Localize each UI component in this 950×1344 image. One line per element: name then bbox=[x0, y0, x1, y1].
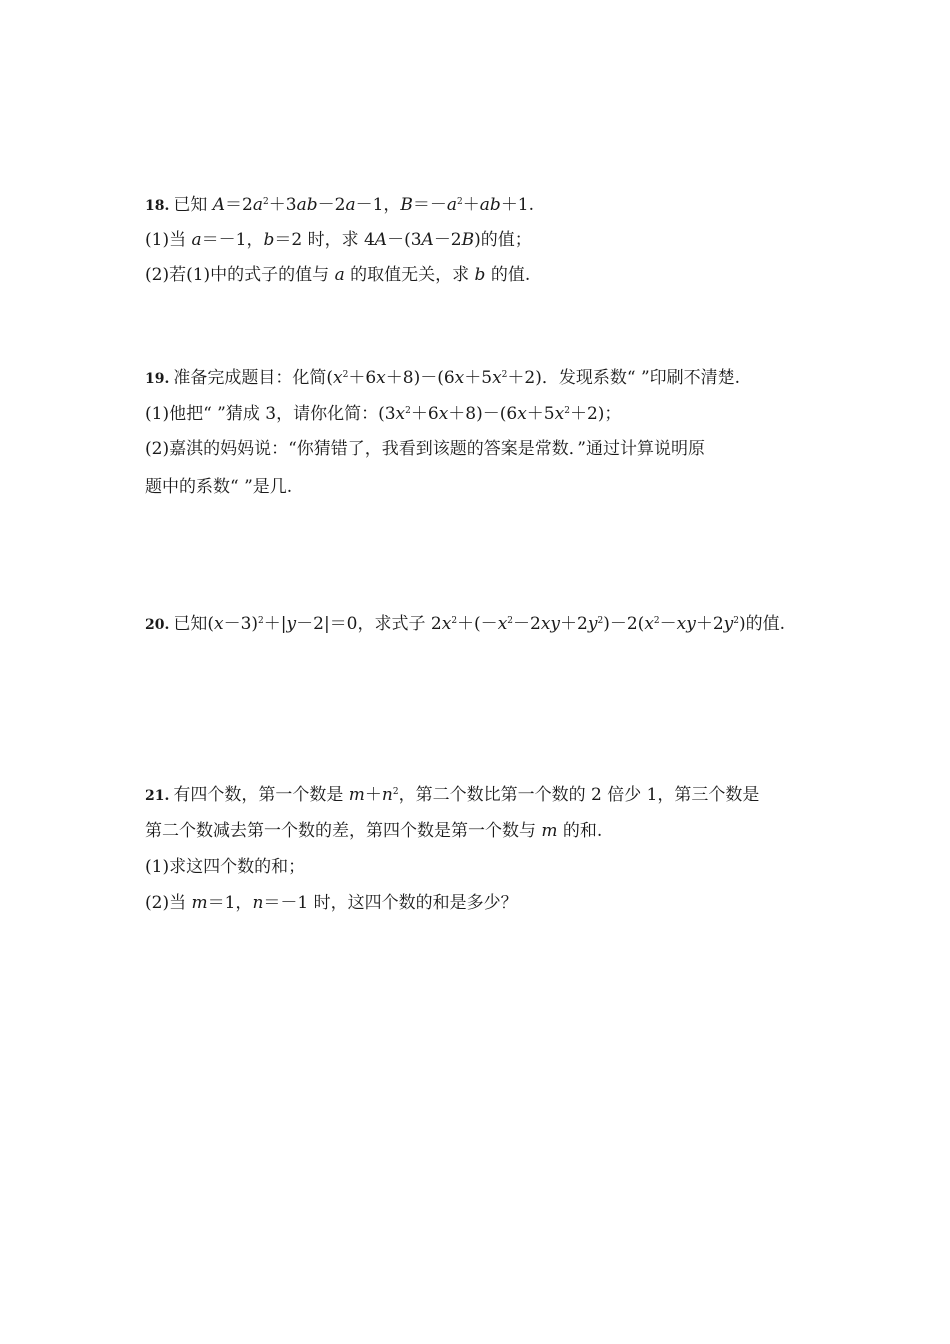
q20-line-1 bbox=[145, 612, 785, 636]
q19-number: 19. bbox=[145, 371, 170, 387]
q21-stem: 有四个数，第一个数是 $m+n^2$，第二个数比第一个数的 2 倍少 1，第三个数是 bbox=[173, 785, 760, 805]
q18-number: 18. bbox=[145, 198, 170, 214]
q19-part-2: (2)嘉淇的妈妈说：“你猜错了，我看到该题的答案是常数．”通过计算说明原 bbox=[145, 439, 705, 459]
q20-number: 20. bbox=[145, 617, 170, 633]
q21-stem-cont: 第二个数减去第一个数的差，第四个数是第一个数与 m 的和. bbox=[145, 821, 603, 841]
q21-number: 21. bbox=[145, 788, 170, 804]
q18-stem: 已知 $A=2a^2+3ab-2a-1$，$B=-a^2+ab+1$. bbox=[173, 195, 535, 215]
q19-line-1 bbox=[145, 366, 740, 390]
q18-part-2: (2)若(1)中的式子的值与 a 的取值无关，求 b 的值. bbox=[145, 265, 531, 285]
q19-part-2-cont: 题中的系数“ ”是几. bbox=[145, 477, 293, 497]
q21-line-1 bbox=[145, 783, 759, 807]
q21-part-2: (2)当 m＝1，n＝－1 时，这四个数的和是多少？ bbox=[145, 893, 518, 913]
q20-stem: 已知$(x-3)^2+|y-2|=0$，求式子 $2x^2+(-x^2-2xy+2y^2)-2(x^2-xy+2y^2)$的值. bbox=[173, 614, 786, 634]
q18-part-1: (1)当 a＝－1，b＝2 时，求 4A－(3A－2B)的值； bbox=[145, 230, 532, 250]
q18-line-1 bbox=[145, 193, 534, 217]
q21-part-1: (1)求这四个数的和； bbox=[145, 857, 306, 877]
q19-part-1: (1)他把“ ”猜成 3，请你化简：$(3x^2+6x+8)-(6x+5x^2+2)$； bbox=[145, 404, 622, 424]
q19-stem: 准备完成题目：化简$(x^2+6x+8)-(6x+5x^2+2)$．发现系数“ ”印刷不清楚. bbox=[173, 368, 741, 388]
